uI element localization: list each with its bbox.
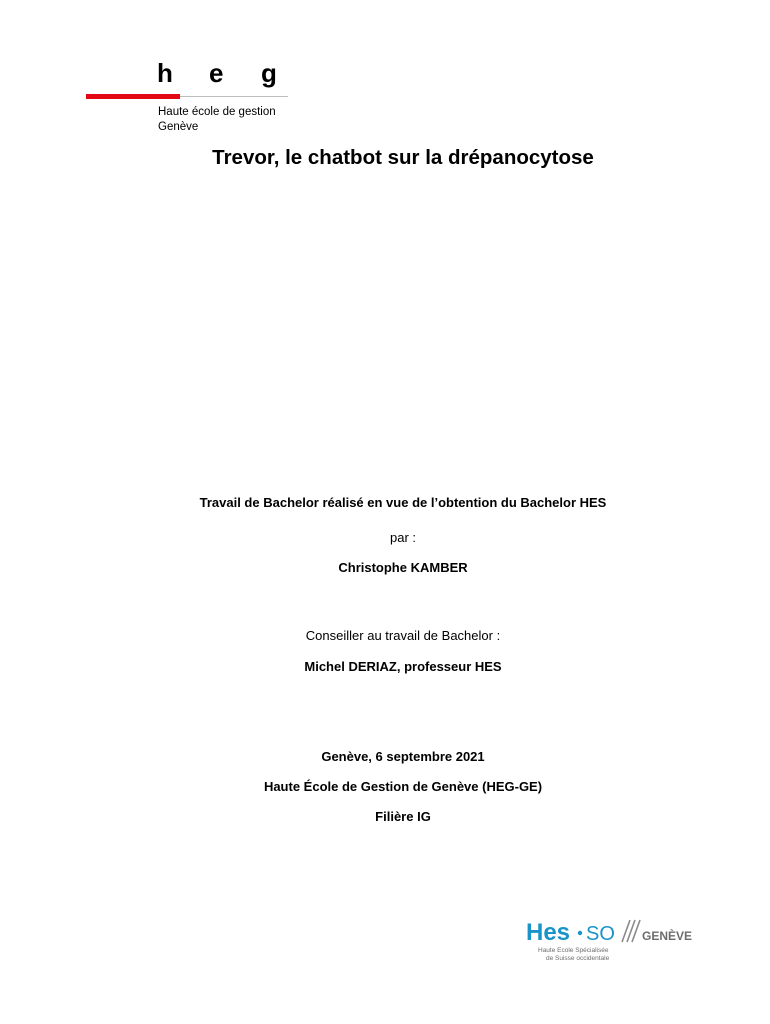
heg-logo: [157, 58, 313, 88]
school-name-line-1: Haute école de gestion: [158, 106, 276, 118]
heg-logo-letter-h: h: [157, 58, 173, 88]
geneve-logo-text: GENÈVE: [642, 929, 693, 943]
author-name: Christophe KAMBER: [338, 560, 468, 575]
heg-logo-letter-g: g: [261, 58, 277, 88]
hes-logo-text: Hes: [526, 919, 571, 946]
hes-sub-line-2: de Suisse occidentale: [546, 955, 610, 962]
date-place: Genève, 6 septembre 2021: [321, 749, 485, 764]
hes-sub-line-1: Haute Ecole Spécialisée: [538, 947, 609, 954]
hes-logo-dot: [578, 931, 582, 935]
heg-logo-red-bar: [86, 94, 180, 99]
by-label: par :: [389, 530, 416, 545]
hes-so-geneve-logo: [526, 918, 726, 968]
school-name-line-2: Genève: [158, 121, 199, 133]
advisor-label: Conseiller au travail de Bachelor :: [305, 628, 501, 643]
so-logo-text: SO: [586, 923, 615, 945]
advisor-name: Michel DERIAZ, professeur HES: [304, 659, 502, 674]
document-title: Trevor, le chatbot sur la drépanocytose: [212, 146, 594, 169]
bachelor-statement: Travail de Bachelor réalisé en vue de l’obtention du Bachelor HES: [199, 495, 607, 510]
heg-logo-letter-e: e: [209, 58, 224, 88]
slashes-icon: [622, 920, 640, 942]
program-name: Filière IG: [375, 809, 431, 824]
institution-name: Haute École de Gestion de Genève (HEG-GE): [263, 779, 543, 794]
heg-logo-rule: [180, 96, 288, 97]
